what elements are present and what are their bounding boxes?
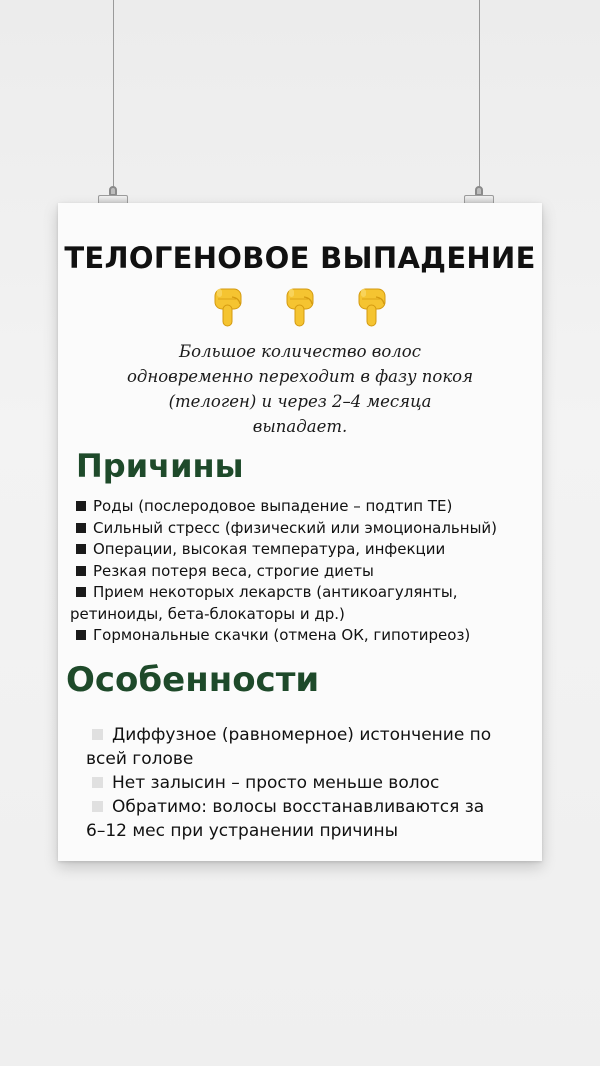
pointing-down-hand-icon [352,285,392,329]
list-item: Роды (послеродовое выпадение – подтип ТЕ) [70,496,538,518]
intro-paragraph [58,339,542,439]
black-square-bullet-icon [76,587,86,597]
features-list [86,723,536,843]
list-item-continuation: всей голове [86,749,194,769]
causes-heading: Причины [76,447,244,485]
grey-square-bullet-icon [92,729,103,740]
intro-line: одновременно переходит в фазу покоя [126,367,474,386]
features-heading: Особенности [66,660,320,700]
causes-list [70,496,538,647]
black-square-bullet-icon [76,544,86,554]
list-item: Гормональные скачки (отмена ОК, гипотиреоз) [70,625,538,647]
poster-title: ТЕЛОГЕНОВОЕ ВЫПАДЕНИЕ [64,241,536,275]
list-item-continuation: ретиноиды, бета-блокаторы и др.) [70,604,345,623]
list-item: Сильный стресс (физический или эмоциональный) [70,518,538,540]
list-item: Операции, высокая температура, инфекции [70,539,538,561]
emoji-row [58,285,542,329]
black-square-bullet-icon [76,523,86,533]
intro-line: (телоген) и через 2–4 месяца [168,392,432,411]
list-item: Диффузное (равномерное) истончение по [86,723,536,747]
black-square-bullet-icon [76,566,86,576]
black-square-bullet-icon [76,630,86,640]
intro-line: Большое количество волос [179,342,421,361]
list-item-continuation: 6–12 мес при устранении причины [86,821,399,841]
list-item: Обратимо: волосы восстанавливаются за [86,795,536,819]
grey-square-bullet-icon [92,801,103,812]
list-item: Резкая потеря веса, строгие диеты [70,561,538,583]
pointing-down-hand-icon [208,285,248,329]
black-square-bullet-icon [76,501,86,511]
list-item: Нет залысин – просто меньше волос [86,771,536,795]
pointing-down-hand-icon [280,285,320,329]
grey-square-bullet-icon [92,777,103,788]
intro-line: выпадает. [252,417,348,436]
poster [58,203,542,861]
hanging-wire-right [479,0,480,192]
hanging-wire-left [113,0,114,192]
list-item: Прием некоторых лекарств (антикоагулянты, [70,582,538,604]
